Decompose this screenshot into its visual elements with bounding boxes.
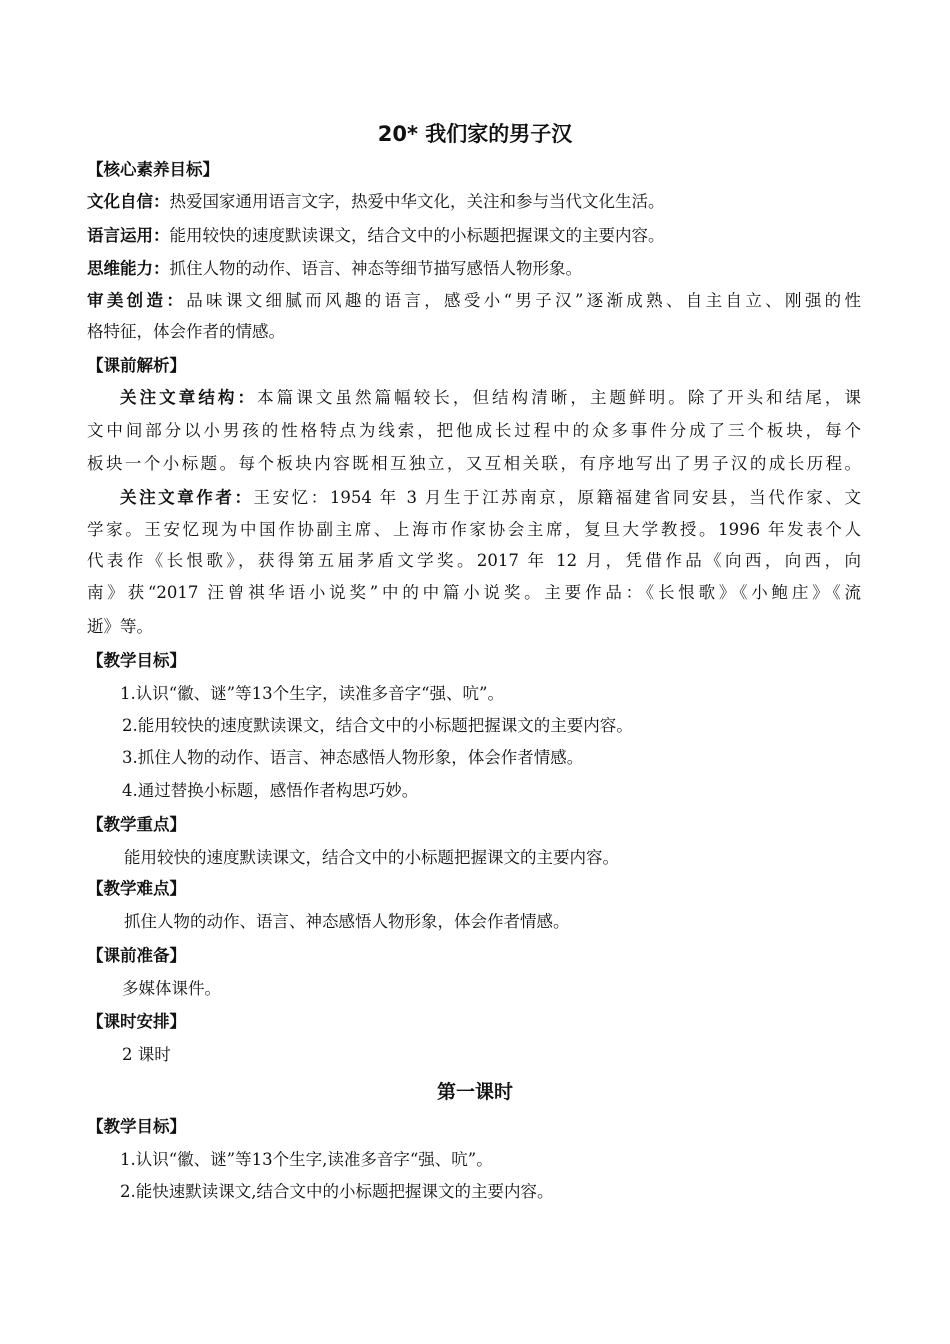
paragraph-text: 本篇课文虽然篇幅较长，但结构清晰，主题鲜明。除了开头和结尾，课 [257, 388, 862, 407]
document-title: 20* 我们家的男子汉 [377, 122, 573, 146]
paragraph-line [120, 486, 861, 510]
lesson-goal-item: 2.能快速默读课文,结合文中的小标题把握课文的主要内容。 [120, 1182, 554, 1201]
lesson-title: 第一课时 [436, 1081, 513, 1103]
paragraph-line [120, 386, 861, 410]
core-item-label: 文化自信： [87, 192, 170, 211]
core-item [87, 257, 582, 281]
core-item-text: 能用较快的速度默读课文，结合文中的小标题把握课文的主要内容。 [169, 226, 665, 245]
difficulty-text: 抓住人物的动作、语言、神态感悟人物形象，体会作者情感。 [124, 912, 570, 931]
core-item-label: 审美创造： [87, 291, 187, 310]
goal-item: 3.抓住人物的动作、语言、神态感悟人物形象，体会作者情感。 [122, 748, 584, 767]
core-item [87, 224, 665, 248]
paragraph-line: 逝》等。 [87, 617, 153, 636]
core-item-text: 抓住人物的动作、语言、神态等细节描写感悟人物形象。 [169, 259, 582, 278]
analysis-heading: 【课前解析】 [87, 356, 186, 375]
core-item-continuation: 格特征，体会作者的情感。 [87, 322, 285, 341]
paragraph-line: 南》获“2017 汪曾祺华语小说奖”中的中篇小说奖。主要作品：《长恨歌》《小鲍庄》《流 [87, 583, 861, 602]
paragraph-line: 代表作《长恨歌》，获得第五届茅盾文学奖。2017 年 12 月，凭借作品《向西，向西，向 [87, 551, 861, 570]
paragraph-line: 学家。王安忆现为中国作协副主席、上海市作家协会主席，复旦大学教授。1996 年发表个人 [87, 520, 861, 539]
paragraph-line: 文中间部分以小男孩的性格特点为线索，把他成长过程中的众多事件分成了三个板块，每个 [87, 421, 861, 440]
core-heading: 【核心素养目标】 [87, 160, 219, 179]
difficulty-heading: 【教学难点】 [87, 879, 186, 898]
core-item [87, 190, 665, 214]
paragraph-label: 关注文章结构： [120, 388, 258, 407]
paragraph-text: 王安忆：1954 年 3 月生于江苏南京，原籍福建省同安县，当代作家、文 [253, 488, 861, 507]
core-item-label: 语言运用： [87, 226, 170, 245]
goal-item: 4.通过替换小标题，感悟作者构思巧妙。 [122, 781, 419, 800]
lesson-goal-item: 1.认识“徽、谜”等13个生字,读准多音字“强、吭”。 [120, 1150, 493, 1169]
goal-item: 1.认识“徽、谜”等13个生字，读准多音字“强、吭”。 [120, 684, 504, 703]
core-item-label: 思维能力： [87, 259, 170, 278]
paragraph-line: 板块一个小标题。每个板块内容既相互独立，又互相关联，有序地写出了男子汉的成长历程。 [87, 454, 861, 473]
prep-text: 多媒体课件。 [122, 979, 221, 998]
paragraph-label: 关注文章作者： [120, 488, 254, 507]
core-item-text: 热爱国家通用语言文字，热爱中华文化，关注和参与当代文化生活。 [169, 192, 665, 211]
core-item [87, 289, 861, 313]
key-heading: 【教学重点】 [87, 815, 186, 834]
prep-heading: 【课前准备】 [87, 946, 186, 965]
goal-item: 2.能用较快的速度默读课文，结合文中的小标题把握课文的主要内容。 [122, 716, 633, 735]
lesson-goals-heading: 【教学目标】 [87, 1117, 186, 1136]
goals-heading: 【教学目标】 [87, 651, 186, 670]
core-item-text: 品味课文细腻而风趣的语言，感受小“男子汉”逐渐成熟、自主自立、刚强的性 [186, 291, 862, 310]
schedule-text: 2 课时 [122, 1045, 171, 1064]
key-text: 能用较快的速度默读课文，结合文中的小标题把握课文的主要内容。 [124, 848, 619, 867]
schedule-heading: 【课时安排】 [87, 1012, 186, 1031]
